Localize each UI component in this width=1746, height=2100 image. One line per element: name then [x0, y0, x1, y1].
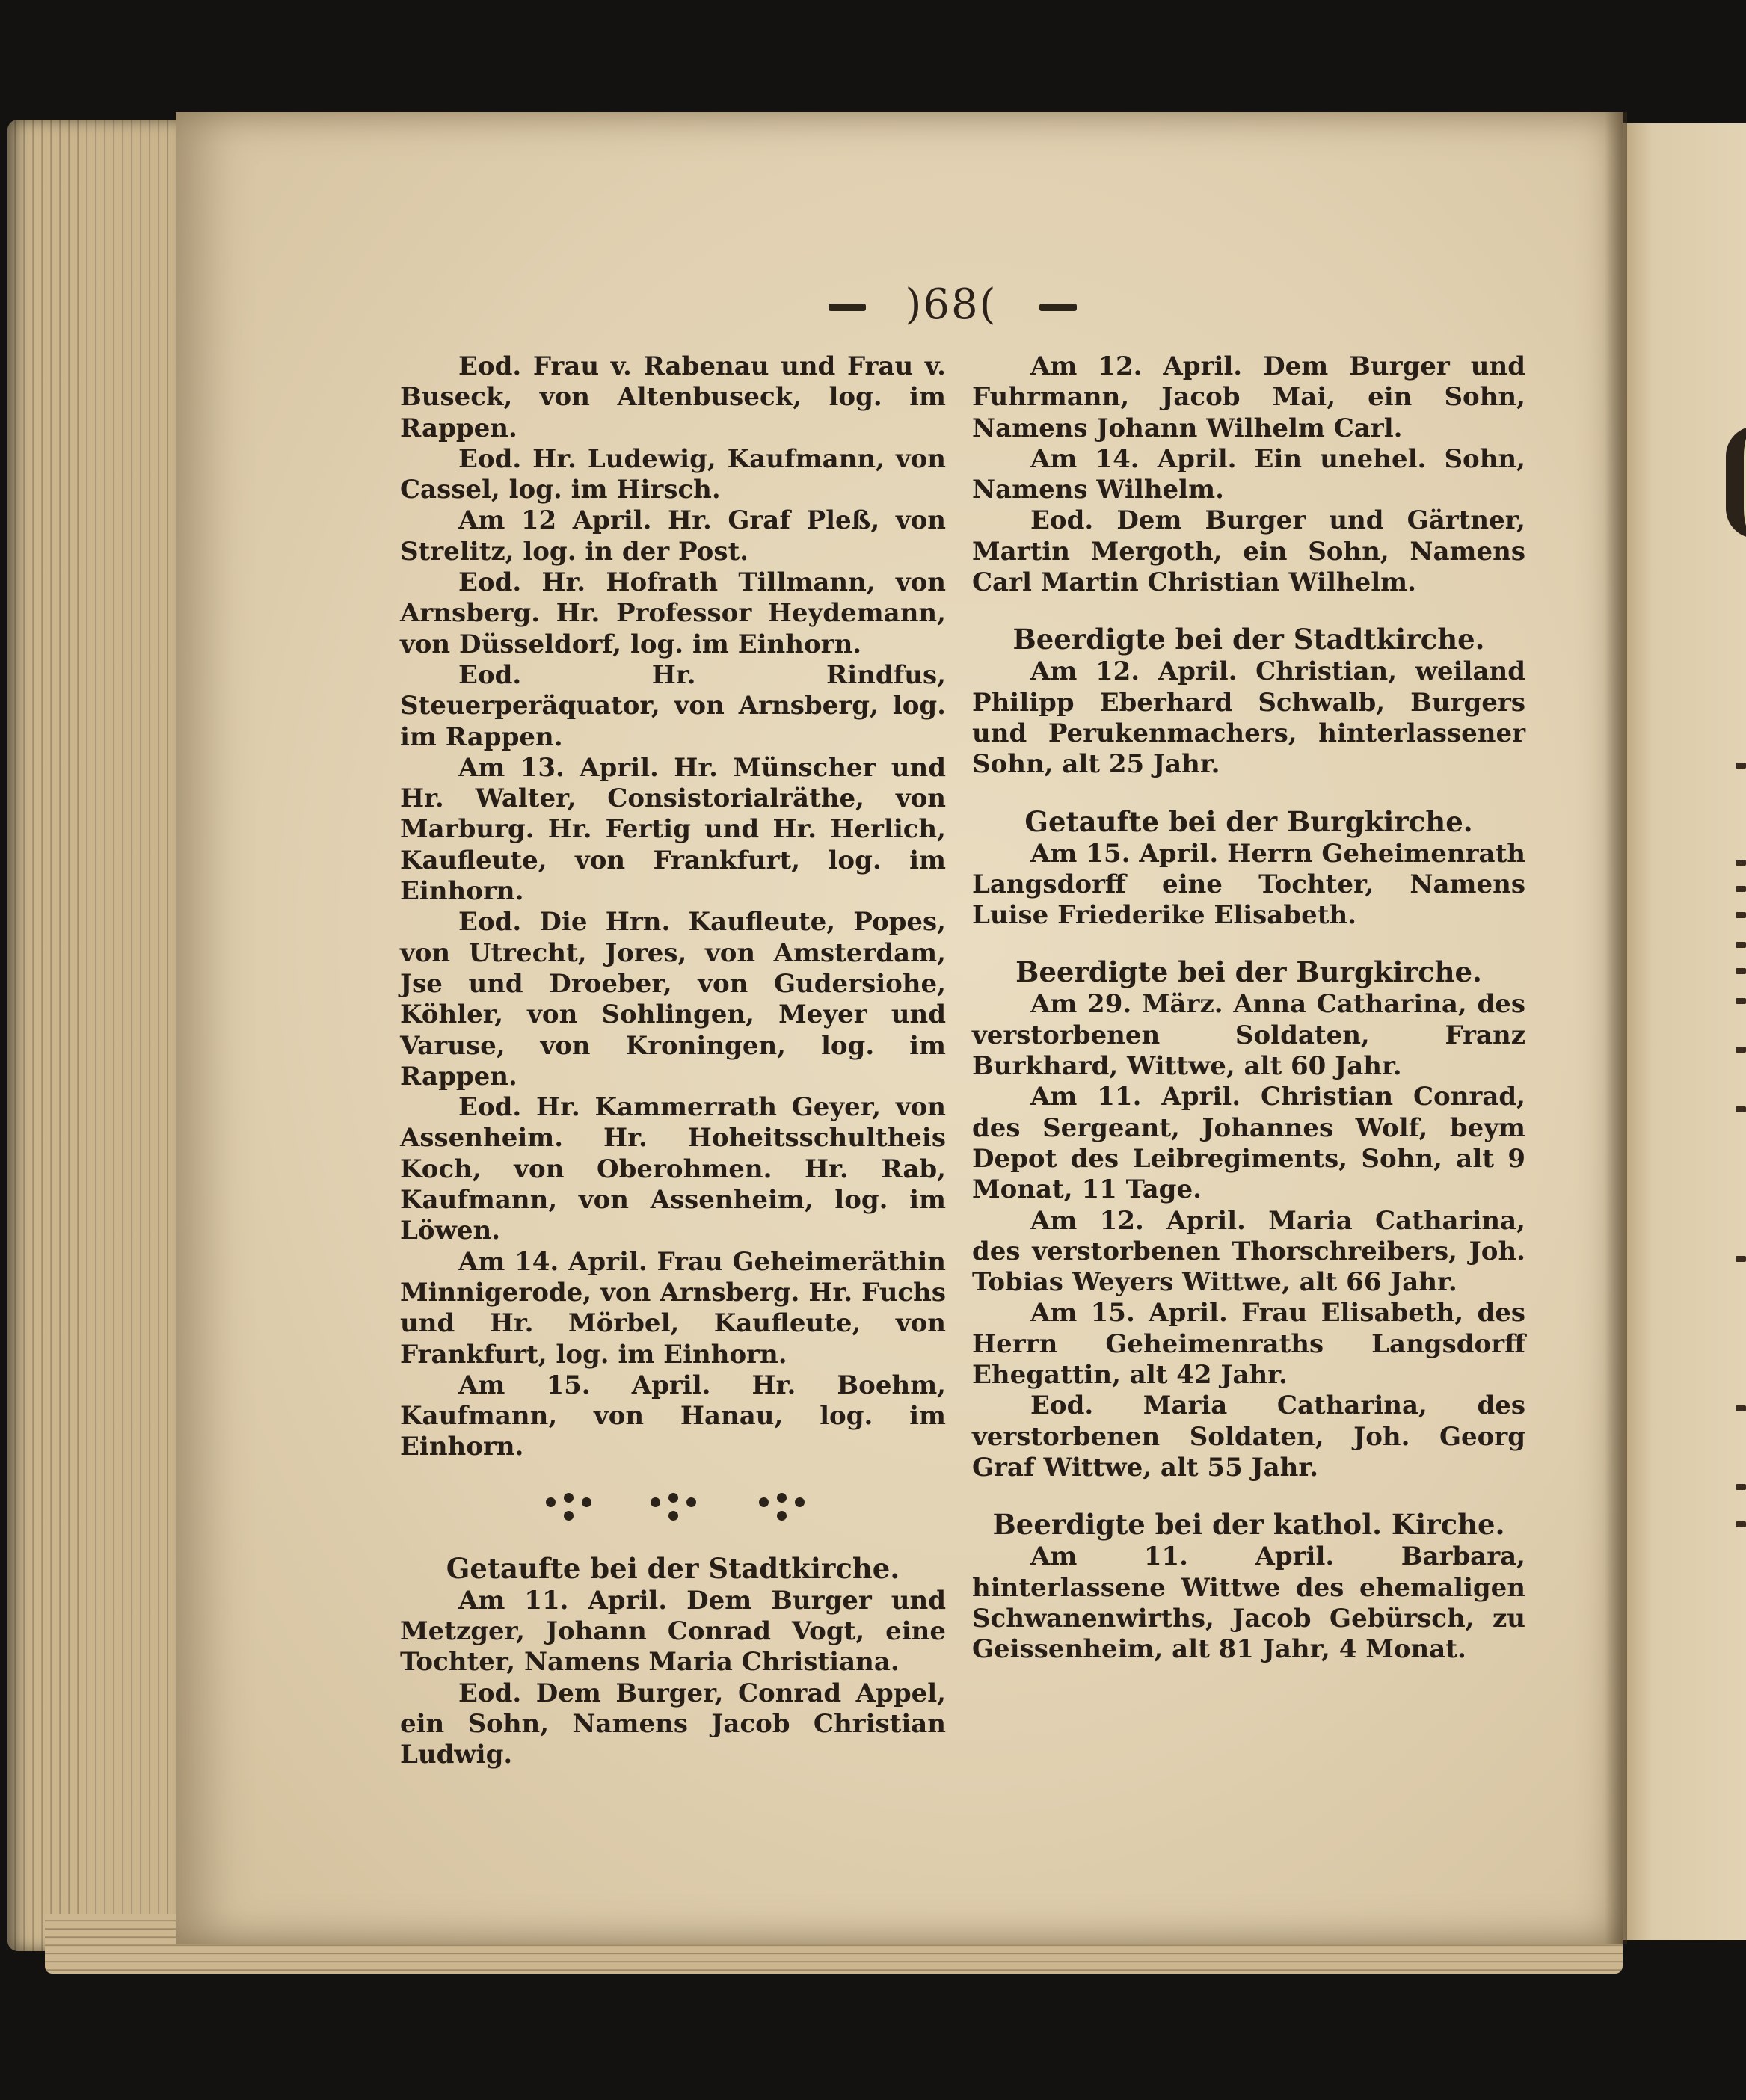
- facing-page-mark: [1736, 1256, 1746, 1262]
- ornament-dot: [795, 1497, 805, 1507]
- ornament: [400, 1469, 946, 1551]
- right-section-heading: Beerdigte bei der kathol. Kirche.: [992, 1508, 1505, 1542]
- ornament-dots: [546, 1493, 595, 1530]
- left-section-heading: Getaufte bei der Stadtkirche.: [446, 1551, 900, 1585]
- left-paragraph: Am 14. April. Frau Geheimeräthin Minnigerode, von Arnsberg. Hr. Fuchs und Hr. Mörbel, Kaufleute, von Frankfurt, log. im Einhorn.: [400, 1246, 946, 1370]
- left-paragraph: Eod. Die Hrn. Kaufleute, Popes, von Utrecht, Jores, von Amsterdam, Jse und Droeber, von Gudersiohe, Köhler, von Sohlingen, Meyer und Varuse, von Kroningen, log. im Rappen.: [400, 907, 946, 1091]
- facing-page-mark: [1736, 1484, 1746, 1490]
- facing-page-mark: [1736, 1047, 1746, 1053]
- facing-page-mark: [1736, 886, 1746, 892]
- right-paragraph: Am 11. April. Barbara, hinterlassene Wittwe des ehemaligen Schwanenwirths, Jacob Gebürsch, zu Geissenheim, alt 81 Jahr, 4 Monat.: [972, 1542, 1525, 1665]
- left-paragraph: Eod. Hr. Kammerrath Geyer, von Assenheim. Hr. Hoheitsschultheis Koch, von Oberohmen. Hr. Rab, Kaufmann, von Assenheim, log. im Löwen.: [400, 1092, 946, 1246]
- facing-page-mark: [1736, 1106, 1746, 1112]
- left-paragraph: Am 11. April. Dem Burger und Metzger, Johann Conrad Vogt, eine Tochter, Namens Maria Christiana.: [400, 1585, 946, 1678]
- right-paragraph: Am 15. April. Frau Elisabeth, des Herrn Geheimenraths Langsdorff Ehegattin, alt 42 Jahr.: [972, 1298, 1525, 1391]
- left-paragraph: Am 13. April. Hr. Münscher und Hr. Walter, Consistorialräthe, von Marburg. Hr. Fertig und Hr. Herlich, Kaufleute, von Frankfurt, log. im Einhorn.: [400, 752, 946, 907]
- header-dash-right: [1039, 304, 1077, 311]
- facing-page-mark: [1736, 968, 1746, 974]
- left-paragraph: Eod. Hr. Rindfus, Steuerperäquator, von Arnsberg, log. im Rappen.: [400, 659, 946, 752]
- facing-page-glyph: [1726, 426, 1746, 538]
- right-spacer: [972, 598, 1525, 622]
- facing-page-mark: [1736, 912, 1746, 918]
- right-paragraph: Am 15. April. Herrn Geheimenrath Langsdorff eine Tochter, Namens Luise Friederike Elisabeth.: [972, 838, 1525, 931]
- facing-page-mark: [1736, 860, 1746, 866]
- right-section-heading: Beerdigte bei der Burgkirche.: [1015, 955, 1482, 989]
- page-edges: [7, 120, 179, 1951]
- left-paragraph: Am 15. April. Hr. Boehm, Kaufmann, von Hanau, log. im Einhorn.: [400, 1370, 946, 1462]
- facing-page: [1621, 123, 1746, 1940]
- right-column: [972, 351, 1525, 1665]
- ornament-dot: [777, 1511, 787, 1521]
- facing-page-mark: [1736, 998, 1746, 1004]
- right-paragraph: Eod. Maria Catharina, des verstorbenen Soldaten, Joh. Georg Graf Wittwe, alt 55 Jahr.: [972, 1391, 1525, 1482]
- right-paragraph: Eod. Dem Burger und Gärtner, Martin Mergoth, ein Sohn, Namens Carl Martin Christian Wilhelm.: [972, 505, 1525, 598]
- right-paragraph: Am 12. April. Maria Catharina, des verstorbenen Thorschreibers, Joh. Tobias Weyers Wittwe, alt 66 Jahr.: [972, 1205, 1525, 1298]
- right-paragraph: Am 14. April. Ein unehel. Sohn, Namens Wilhelm.: [972, 443, 1525, 505]
- left-paragraph: Eod. Hr. Hofrath Tillmann, von Arnsberg. Hr. Professor Heydemann, von Düsseldorf, log. im Einhorn.: [400, 567, 946, 659]
- left-column: [400, 351, 946, 1770]
- ornament-dot: [564, 1511, 574, 1521]
- page-number-value: 68: [923, 280, 980, 329]
- header-dash-left: [829, 304, 866, 311]
- paren-close: (: [979, 280, 998, 329]
- ornament-dot: [546, 1497, 556, 1507]
- facing-page-mark: [1736, 942, 1746, 948]
- right-section-heading: Getaufte bei der Burgkirche.: [1024, 804, 1473, 838]
- facing-page-mark: [1736, 763, 1746, 769]
- left-paragraph: Eod. Frau v. Rabenau und Frau v. Buseck, von Altenbuseck, log. im Rappen.: [400, 351, 946, 443]
- right-spacer: [972, 931, 1525, 955]
- ornament-dot: [777, 1493, 787, 1503]
- ornament-dot: [651, 1497, 660, 1507]
- left-paragraph: Eod. Hr. Ludewig, Kaufmann, von Cassel, log. im Hirsch.: [400, 443, 946, 505]
- right-spacer: [972, 780, 1525, 804]
- ornament-dot: [668, 1511, 678, 1521]
- ornament-dot: [564, 1493, 574, 1503]
- ornament-dot: [668, 1493, 678, 1503]
- facing-page-mark: [1736, 1521, 1746, 1527]
- right-section-heading: Beerdigte bei der Stadtkirche.: [1012, 623, 1485, 656]
- paren-open: ): [905, 280, 923, 329]
- page-number: [891, 280, 1011, 329]
- ornament-dots: [651, 1493, 700, 1530]
- right-paragraph: Am 12. April. Christian, weiland Philipp Eberhard Schwalb, Burgers und Perukenmachers, hinterlassener Sohn, alt 25 Jahr.: [972, 656, 1525, 780]
- ornament-dots: [759, 1493, 808, 1530]
- right-spacer: [972, 1483, 1525, 1507]
- left-paragraph: Eod. Dem Burger, Conrad Appel, ein Sohn, Namens Jacob Christian Ludwig.: [400, 1678, 946, 1770]
- right-paragraph: Am 11. April. Christian Conrad, des Sergeant, Johannes Wolf, beym Depot des Leibregiments, Sohn, alt 9 Monat, 11 Tage.: [972, 1082, 1525, 1205]
- right-paragraph: Am 29. März. Anna Catharina, des verstorbenen Soldaten, Franz Burkhard, Wittwe, alt 60 Jahr.: [972, 989, 1525, 1082]
- ornament-dot: [582, 1497, 591, 1507]
- ornament-dot: [759, 1497, 769, 1507]
- right-paragraph: Am 12. April. Dem Burger und Fuhrmann, Jacob Mai, ein Sohn, Namens Johann Wilhelm Carl.: [972, 351, 1525, 443]
- page-header: [823, 280, 1077, 329]
- facing-page-mark: [1736, 1405, 1746, 1411]
- ornament-dot: [686, 1497, 696, 1507]
- left-paragraph: Am 12 April. Hr. Graf Pleß, von Strelitz, log. in der Post.: [400, 505, 946, 567]
